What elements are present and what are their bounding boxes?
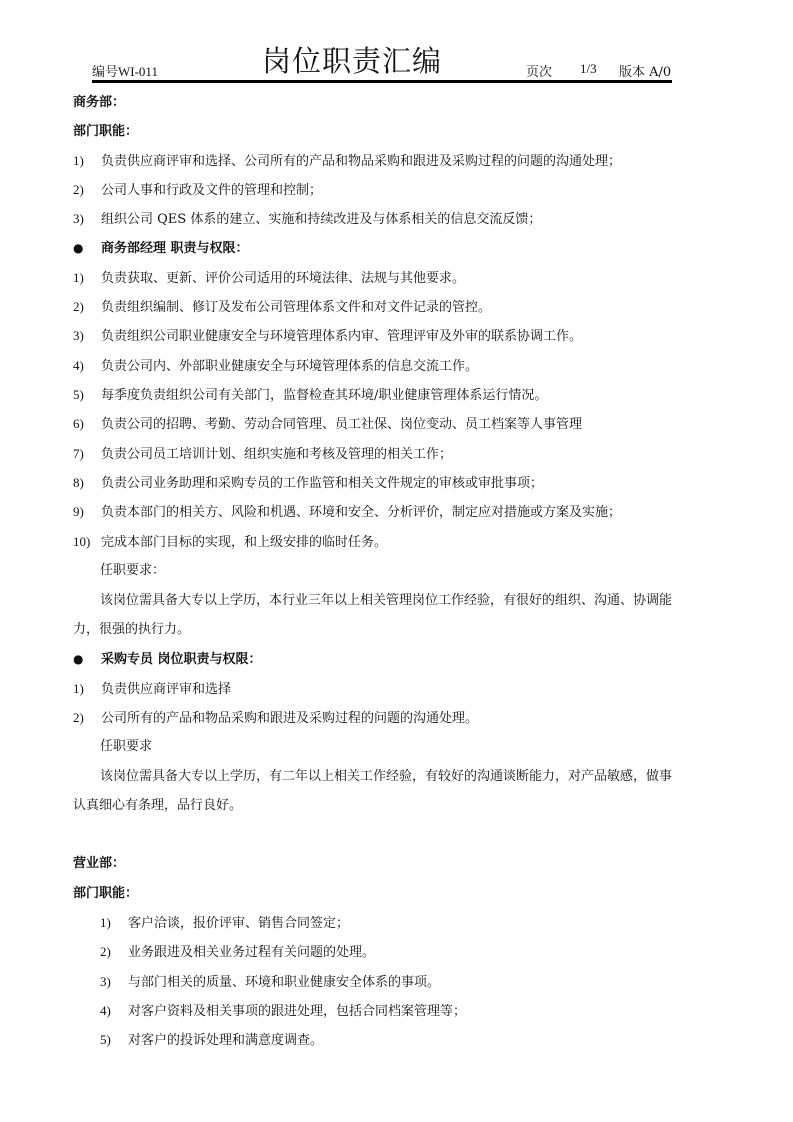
- page-label: 页次: [526, 65, 553, 80]
- list-number: 9): [73, 504, 84, 519]
- list-text: 公司人事和行政及文件的管理和控制；: [101, 183, 323, 198]
- list-item: [73, 445, 452, 464]
- list-text: 负责组织编制、修订及发布公司管理体系文件和对文件记录的管控。: [101, 300, 492, 315]
- requirements-text-continued: 力，很强的执行力。: [73, 622, 191, 637]
- list-text: 业务跟进及相关业务过程有关问题的处理。: [128, 945, 376, 960]
- requirements-heading: 任职要求: [100, 739, 153, 754]
- page-header: [92, 44, 672, 80]
- list-item: [73, 181, 322, 200]
- list-number: 3): [73, 211, 84, 226]
- section-heading-commerce: 商务部：: [73, 95, 126, 110]
- document-code: 编号WI-011: [92, 64, 158, 79]
- list-item: [73, 533, 387, 552]
- list-number: 3): [73, 328, 84, 343]
- page-number: 1/3: [580, 61, 597, 76]
- list-text: 负责本部门的相关方、风险和机遇、环境和安全、分析评价，制定应对措施或方案及实施；: [101, 505, 622, 520]
- list-item: [73, 680, 231, 699]
- list-item: [73, 503, 621, 522]
- list-text: 每季度负责组织公司有关部门，监督检查其环境/职业健康管理体系运行情况。: [101, 388, 548, 403]
- version-label: 版本 A/0: [619, 65, 672, 80]
- list-text: 完成本部门目标的实现，和上级安排的临时任务。: [101, 535, 388, 550]
- list-number: 2): [73, 299, 84, 314]
- header-divider: [92, 80, 672, 83]
- list-text: 公司所有的产品和物品采购和跟进及采购过程的问题的沟通处理。: [101, 711, 479, 726]
- list-item: [100, 1002, 466, 1021]
- list-text: 负责公司业务助理和采购专员的工作监管和相关文件规定的审核或审批事项；: [101, 476, 544, 491]
- list-number: 10): [73, 534, 91, 549]
- bullet-icon: ●: [73, 241, 84, 255]
- list-number: 2): [73, 710, 84, 725]
- list-text: 负责组织公司职业健康安全与环境管理体系内审、管理评审及外审的联系协调工作。: [101, 329, 583, 344]
- list-text: 对客户资料及相关事项的跟进处理，包括合同档案管理等；: [128, 1004, 467, 1019]
- list-text: 负责获取、更新、评价公司适用的环境法律、法规与其他要求。: [101, 271, 466, 286]
- functions-heading-commerce: 部门职能：: [73, 124, 139, 139]
- list-number: 4): [73, 358, 84, 373]
- list-item: [73, 709, 478, 728]
- list-number: 2): [73, 182, 84, 197]
- list-number: 1): [100, 915, 111, 930]
- list-number: 8): [73, 475, 84, 490]
- list-number: 2): [100, 944, 111, 959]
- list-item: [73, 357, 478, 376]
- list-text: 组织公司 QES 体系的建立、实施和持续改进及与体系相关的信息交流反馈；: [101, 212, 542, 227]
- list-number: 4): [100, 1003, 111, 1018]
- list-number: 6): [73, 416, 84, 431]
- role-title: 商务部经理 职责与权限：: [101, 241, 249, 256]
- requirements-text: 该岗位需具备大专以上学历，本行业三年以上相关管理岗位工作经验，有很好的组织、沟通、协调能: [100, 593, 673, 608]
- list-text: 负责公司的招聘、考勤、劳动合同管理、员工社保、岗位变动、员工档案等人事管理: [101, 417, 583, 432]
- list-item: [73, 269, 465, 288]
- list-item: [100, 1031, 323, 1050]
- list-text: 负责供应商评审和选择、公司所有的产品和物品采购和跟进及采购过程的问题的沟通处理；: [101, 154, 622, 169]
- list-item: [73, 210, 541, 229]
- role-title: 采购专员 岗位职责与权限：: [101, 652, 262, 667]
- list-text: 与部门相关的质量、环境和职业健康安全体系的事项。: [128, 975, 441, 990]
- requirements-heading: 任职要求：: [100, 563, 166, 578]
- list-text: 负责公司员工培训计划、组织实施和考核及管理的相关工作；: [101, 447, 453, 462]
- list-item: [73, 152, 621, 171]
- section-heading-sales: 营业部：: [73, 856, 126, 871]
- list-item: [73, 474, 543, 493]
- list-text: 负责公司内、外部职业健康安全与环境管理体系的信息交流工作。: [101, 359, 479, 374]
- list-item: [73, 415, 582, 434]
- list-item: [100, 914, 349, 933]
- list-item: [100, 973, 440, 992]
- list-number: 1): [73, 681, 84, 696]
- list-number: 5): [100, 1032, 111, 1047]
- list-text: 负责供应商评审和选择: [101, 682, 232, 697]
- role-heading-purchaser: [73, 650, 262, 669]
- list-text: 对客户的投诉处理和满意度调查。: [128, 1033, 324, 1048]
- bullet-icon: ●: [73, 652, 84, 666]
- functions-heading-sales: 部门职能：: [73, 886, 139, 901]
- list-item: [73, 386, 547, 405]
- list-text: 客户洽谈，报价评审、销售合同签定；: [128, 916, 350, 931]
- list-number: 7): [73, 446, 84, 461]
- requirements-text-continued: 认真细心有条理，品行良好。: [73, 798, 243, 813]
- requirements-text: 该岗位需具备大专以上学历，有二年以上相关工作经验，有较好的沟通谈断能力，对产品敏感，做事: [100, 769, 673, 784]
- list-item: [73, 327, 582, 346]
- list-item: [73, 298, 491, 317]
- list-number: 1): [73, 153, 84, 168]
- list-number: 3): [100, 974, 111, 989]
- list-number: 5): [73, 387, 84, 402]
- role-heading-manager: [73, 239, 249, 258]
- document-title: 岗位职责汇编: [262, 44, 443, 78]
- list-item: [100, 943, 375, 962]
- list-number: 1): [73, 270, 84, 285]
